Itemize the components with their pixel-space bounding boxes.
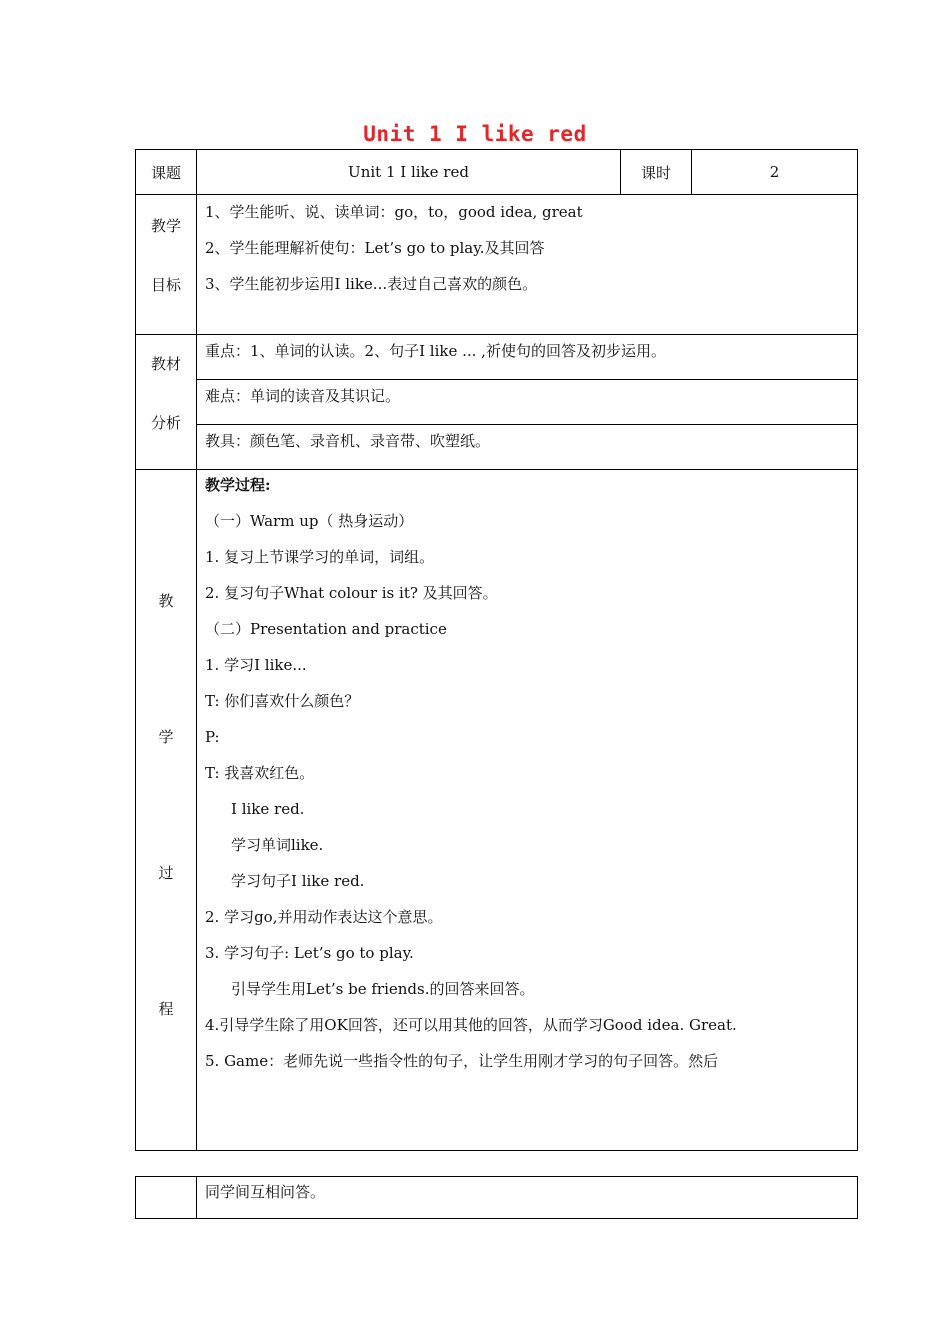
analysis-label-b: 分析	[150, 414, 181, 432]
process-line: I like red.	[231, 800, 305, 818]
objective-line: 2、学生能理解祈使句：Let’s go to play.及其回答	[205, 239, 545, 257]
process-label	[136, 470, 197, 1151]
analysis-row-2	[136, 380, 858, 425]
process-heading: 教学过程:	[205, 476, 271, 494]
continuation-table	[135, 1176, 858, 1219]
process-line: 1. 复习上节课学习的单词，词组。	[205, 548, 435, 566]
process-line: 引导学生用Let’s be friends.的回答来回答。	[231, 980, 535, 998]
process-line: 3. 学习句子: Let’s go to play.	[205, 944, 414, 962]
process-line: 2. 复习句子What colour is it? 及其回答。	[205, 584, 498, 602]
process-label-4: 程	[158, 1000, 174, 1018]
process-row	[136, 470, 858, 1151]
process-line: P:	[205, 728, 220, 746]
analysis-label-a: 教材	[150, 355, 181, 373]
analysis-row-3	[136, 425, 858, 470]
process-label-2: 学	[158, 728, 174, 746]
objectives-label-b: 目标	[150, 276, 181, 294]
analysis-key-points: 重点：1、单词的认读。2、句子I like ... ,祈使句的回答及初步运用。	[197, 335, 858, 380]
document-title: Unit 1 I like red	[363, 122, 587, 146]
analysis-aids: 教具：颜色笔、录音机、录音带、吹塑纸。	[197, 425, 858, 470]
objectives-row	[136, 195, 858, 335]
analysis-difficulties: 难点：单词的读音及其识记。	[197, 380, 858, 425]
objective-line: 1、学生能听、说、读单词：go，to，good idea, great	[205, 203, 583, 221]
process-line: 学习单词like.	[231, 836, 324, 854]
process-line: 4.引导学生除了用OK回答，还可以用其他的回答，从而学习Good idea. Great.	[205, 1016, 737, 1034]
header-row	[136, 150, 858, 195]
process-line: 1. 学习I like...	[205, 656, 307, 674]
objectives-label	[136, 195, 197, 335]
topic-label: 课题	[136, 150, 197, 195]
continuation-text: 同学间互相问答。	[197, 1177, 858, 1219]
period-label: 课时	[621, 150, 692, 195]
process-line: （一）Warm up（ 热身运动）	[205, 512, 414, 530]
topic-value: Unit 1 I like red	[197, 150, 621, 195]
process-content	[197, 470, 858, 1151]
process-line: 5. Game：老师先说一些指令性的句子，让学生用刚才学习的句子回答。然后	[205, 1052, 719, 1070]
continuation-label-cell	[136, 1177, 197, 1219]
lesson-plan-table	[135, 149, 858, 1151]
process-line: 学习句子I like red.	[231, 872, 365, 890]
process-line: （二）Presentation and practice	[205, 620, 447, 638]
process-line: 2. 学习go,并用动作表达这个意思。	[205, 908, 443, 926]
analysis-label	[136, 335, 197, 470]
objectives-content	[197, 195, 858, 335]
continuation-row	[136, 1177, 858, 1219]
period-value: 2	[692, 150, 858, 195]
process-line: T: 我喜欢红色。	[205, 764, 315, 782]
process-label-3: 过	[158, 864, 174, 882]
analysis-row-1	[136, 335, 858, 380]
process-line: T: 你们喜欢什么颜色？	[205, 692, 360, 710]
objectives-label-a: 教学	[150, 217, 181, 235]
objective-line: 3、学生能初步运用I like...表过自己喜欢的颜色。	[205, 275, 538, 293]
process-label-1: 教	[158, 592, 174, 610]
